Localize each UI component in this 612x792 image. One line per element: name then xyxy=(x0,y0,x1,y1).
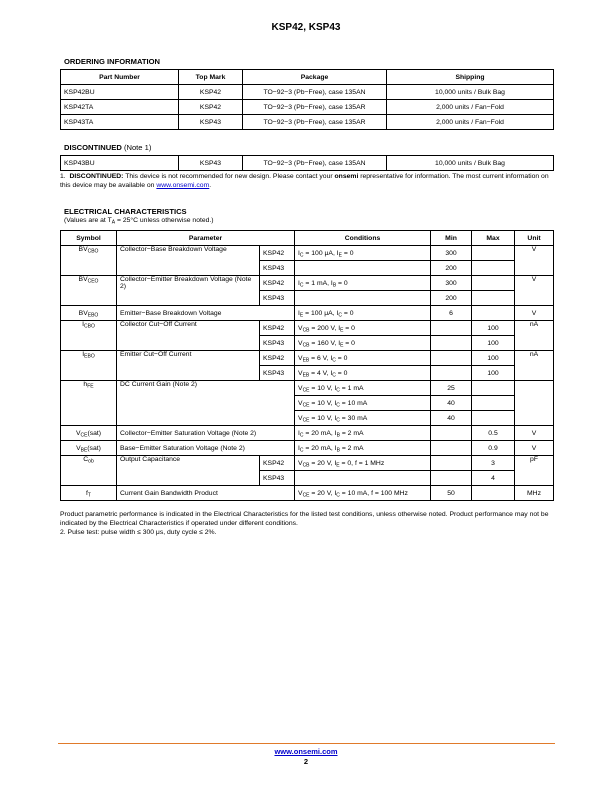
discontinued-note-ref: (Note 1) xyxy=(123,143,152,152)
symbol-subscript: CBO xyxy=(87,248,99,255)
table-cell: 200 xyxy=(431,291,472,306)
symbol-base: h xyxy=(83,381,88,388)
table-cell: 100 xyxy=(472,321,515,336)
table-row xyxy=(61,381,554,396)
electrical-subtitle-a: (Values are at T xyxy=(64,217,112,224)
symbol-cell xyxy=(61,306,117,321)
symbol-base: V xyxy=(75,429,81,437)
symbol-cell xyxy=(61,381,117,426)
table-cell: nA xyxy=(515,351,554,381)
symbol-base: f xyxy=(86,489,88,497)
table-cell: 10,000 units / Bulk Bag xyxy=(387,156,554,171)
condition-cell xyxy=(295,291,431,306)
symbol-subscript: ob xyxy=(88,458,94,465)
table-cell: V xyxy=(515,276,554,306)
table-row xyxy=(61,100,554,115)
table-cell: 25 xyxy=(431,381,472,396)
table-row xyxy=(61,486,554,501)
table-cell: TO−92−3 (Pb−Free), case 135AN xyxy=(243,85,387,100)
table-cell: MHz xyxy=(515,486,554,501)
table-cell: KSP42BU xyxy=(61,85,179,100)
condition-cell: $V_{CB} = 200$ V, $I_E = 0$ xyxy=(295,321,431,336)
table-row xyxy=(61,156,554,171)
ordering-section-title: ORDERING INFORMATION xyxy=(64,57,161,66)
condition-cell: $I_E = 100$ μA, $I_C = 0$ xyxy=(295,306,431,321)
device-cell: KSP43 xyxy=(260,366,295,381)
note-1-number: 1. xyxy=(60,173,66,180)
parameter-cell: Collector Cut−Off Current xyxy=(117,321,260,351)
symbol-base: BV xyxy=(78,309,88,317)
table-cell xyxy=(472,276,515,291)
electrical-subtitle-b: = 25°C unless otherwise noted.) xyxy=(115,217,214,224)
table-cell xyxy=(431,366,472,381)
device-cell: KSP43 xyxy=(260,291,295,306)
note-1-link[interactable]: www.onsemi.com xyxy=(156,182,210,189)
condition-cell: $V_{CE} = 20$ V, $I_C = 10$ mA, f = 100 MHz xyxy=(295,486,431,501)
symbol-base: C xyxy=(83,456,89,463)
symbol-subscript: CEO xyxy=(87,278,99,285)
symbol-base: BV xyxy=(78,246,88,253)
table-cell xyxy=(472,486,515,501)
electrical-col-min: Min xyxy=(431,231,472,246)
parameter-cell: Output Capacitance xyxy=(117,456,260,486)
table-cell: TO−92−3 (Pb−Free), case 135AR xyxy=(243,100,387,115)
device-cell: KSP42 xyxy=(260,246,295,261)
table-cell: 100 xyxy=(472,336,515,351)
table-cell xyxy=(431,321,472,336)
parameter-cell: Base−Emitter Saturation Voltage (Note 2) xyxy=(117,441,295,456)
parameter-cell: Collector−Base Breakdown Voltage xyxy=(117,246,260,276)
table-cell xyxy=(431,441,472,456)
table-cell: KSP43 xyxy=(179,156,243,171)
table-row xyxy=(61,456,554,471)
table-row xyxy=(61,321,554,336)
condition-cell: $V_{CE} = 10$ V, $I_C = 10$ mA xyxy=(295,396,431,411)
condition-cell xyxy=(295,261,431,276)
condition-cell: $I_C = 20$ mA, $I_B = 2$ mA xyxy=(295,426,431,441)
electrical-subtitle xyxy=(64,217,214,224)
table-row xyxy=(61,351,554,366)
table-cell: V xyxy=(515,441,554,456)
symbol-cell xyxy=(61,426,117,441)
table-cell xyxy=(431,456,472,471)
table-row xyxy=(61,276,554,291)
discontinued-title: DISCONTINUED xyxy=(64,143,122,152)
page-header-title: KSP42, KSP43 xyxy=(271,22,341,33)
electrical-table xyxy=(60,230,554,501)
table-cell: KSP42TA xyxy=(61,100,179,115)
table-cell xyxy=(472,306,515,321)
table-cell xyxy=(472,261,515,276)
table-cell: KSP43BU xyxy=(61,156,179,171)
symbol-cell xyxy=(61,246,117,276)
symbol-suffix: (sat) xyxy=(87,444,101,452)
parameter-cell: Current Gain Bandwidth Product xyxy=(117,486,295,501)
device-cell: KSP43 xyxy=(260,261,295,276)
table-cell: 4 xyxy=(472,471,515,486)
symbol-subscript: BE xyxy=(80,447,88,453)
condition-cell: $V_{EB} = 4$ V, $I_C = 0$ xyxy=(295,366,431,381)
table-cell: 40 xyxy=(431,411,472,426)
table-row xyxy=(61,306,554,321)
table-row xyxy=(61,441,554,456)
symbol-cell xyxy=(61,486,117,501)
symbol-subscript: T xyxy=(87,492,91,498)
condition-cell xyxy=(295,471,431,486)
ordering-table xyxy=(60,69,554,130)
table-cell: 100 xyxy=(472,366,515,381)
parameter-cell: Collector−Emitter Breakdown Voltage (Note 2) xyxy=(117,276,260,306)
table-cell xyxy=(472,396,515,411)
condition-cell: $I_C = 100$ μA, $I_E = 0$ xyxy=(295,246,431,261)
note-performance: Product parametric performance is indicated in the Electrical Characteristics for the listed test conditions, unless otherwise noted. Product performance may not be indicated by the Electrical Characteristics if operated under different conditions. xyxy=(60,511,549,527)
table-cell xyxy=(472,246,515,261)
table-cell: 0.5 xyxy=(472,426,515,441)
electrical-col-unit: Unit xyxy=(515,231,554,246)
condition-cell: $V_{CE} = 10$ V, $I_C = 30$ mA xyxy=(295,411,431,426)
table-cell xyxy=(515,381,554,426)
discontinued-table xyxy=(60,155,554,171)
table-cell: TO−92−3 (Pb−Free), case 135AN xyxy=(243,156,387,171)
table-cell xyxy=(431,336,472,351)
ordering-col-shipping: Shipping xyxy=(387,70,554,85)
condition-cell: $V_{CE} = 10$ V, $I_C = 1$ mA xyxy=(295,381,431,396)
table-cell: V xyxy=(515,306,554,321)
table-cell: 3 xyxy=(472,456,515,471)
table-cell xyxy=(472,381,515,396)
condition-cell: $V_{CB} = 20$ V, $I_E = 0$, f = 1 MHz xyxy=(295,456,431,471)
table-cell: KSP42 xyxy=(179,100,243,115)
table-cell: 300 xyxy=(431,276,472,291)
ordering-col-package: Package xyxy=(243,70,387,85)
note-1-text-c: . xyxy=(209,182,212,189)
table-cell: 50 xyxy=(431,486,472,501)
parameter-cell: Collector−Emitter Saturation Voltage (Note 2) xyxy=(117,426,295,441)
ordering-col-part-number: Part Number xyxy=(61,70,179,85)
table-cell xyxy=(472,291,515,306)
table-cell: pF xyxy=(515,456,554,486)
symbol-cell xyxy=(61,321,117,351)
table-cell: 6 xyxy=(431,306,472,321)
condition-cell: $I_C = 1$ mA, $I_B = 0$ xyxy=(295,276,431,291)
symbol-subscript: CBO xyxy=(84,323,95,330)
table-cell: 100 xyxy=(472,351,515,366)
symbol-base: V xyxy=(76,444,81,452)
note-1-brand: onsemi xyxy=(334,173,359,180)
device-cell: KSP43 xyxy=(260,336,295,351)
condition-cell: $I_C = 20$ mA, $I_B = 2$ mA xyxy=(295,441,431,456)
electrical-col-parameter: Parameter xyxy=(117,231,295,246)
electrical-subtitle-sub: A xyxy=(111,219,116,226)
condition-cell: $V_{CB} = 160$ V, $I_E = 0$ xyxy=(295,336,431,351)
table-cell xyxy=(431,426,472,441)
table-cell: TO−92−3 (Pb−Free), case 135AR xyxy=(243,115,387,130)
ordering-header-row xyxy=(61,70,554,85)
table-cell: 40 xyxy=(431,396,472,411)
note-1 xyxy=(60,172,555,190)
symbol-cell xyxy=(61,441,117,456)
note-2: 2. Pulse test: pulse width ≤ 300 μs, duty cycle ≤ 2%. xyxy=(60,529,217,536)
electrical-section-title: ELECTRICAL CHARACTERISTICS xyxy=(64,207,187,216)
ordering-col-top-mark: Top Mark xyxy=(179,70,243,85)
device-cell: KSP42 xyxy=(260,351,295,366)
symbol-cell xyxy=(61,276,117,306)
symbol-cell xyxy=(61,351,117,381)
table-cell: 0.9 xyxy=(472,441,515,456)
page-number: 2 xyxy=(303,757,309,766)
condition-cell: $V_{EB} = 6$ V, $I_C = 0$ xyxy=(295,351,431,366)
note-1-text-b: representative for information. The most current information on this device may be available on xyxy=(60,173,549,189)
device-cell: KSP42 xyxy=(260,276,295,291)
table-cell: KSP43 xyxy=(179,115,243,130)
note-1-text-a: This device is not recommended for new design. Please contact your xyxy=(123,173,335,180)
parameter-cell: Emitter Cut−Off Current xyxy=(117,351,260,381)
symbol-suffix: (sat) xyxy=(87,429,102,437)
device-cell: KSP42 xyxy=(260,456,295,471)
footer-rule xyxy=(58,743,555,744)
table-row xyxy=(61,85,554,100)
table-row xyxy=(61,115,554,130)
electrical-col-symbol: Symbol xyxy=(61,231,117,246)
table-cell: KSP42 xyxy=(179,85,243,100)
table-cell: 2,000 units / Fan−Fold xyxy=(387,100,554,115)
table-cell: nA xyxy=(515,321,554,351)
symbol-subscript: EBO xyxy=(84,353,95,360)
table-cell: 10,000 units / Bulk Bag xyxy=(387,85,554,100)
table-cell: V xyxy=(515,246,554,276)
symbol-subscript: FE xyxy=(87,383,94,390)
note-1-bold: DISCONTINUED: xyxy=(69,173,124,180)
electrical-header-row xyxy=(61,231,554,246)
table-cell: KSP43TA xyxy=(61,115,179,130)
symbol-subscript: EBO xyxy=(87,312,99,318)
symbol-base: I xyxy=(82,321,85,328)
table-cell xyxy=(431,471,472,486)
symbol-base: I xyxy=(82,351,85,358)
table-row xyxy=(61,246,554,261)
symbol-subscript: CE xyxy=(80,432,88,438)
table-cell xyxy=(472,411,515,426)
table-cell: 2,000 units / Fan−Fold xyxy=(387,115,554,130)
table-row xyxy=(61,426,554,441)
table-cell: V xyxy=(515,426,554,441)
table-cell xyxy=(431,351,472,366)
symbol-base: BV xyxy=(78,276,88,283)
parameter-cell: DC Current Gain (Note 2) xyxy=(117,381,295,426)
footer-link[interactable]: www.onsemi.com xyxy=(274,747,338,756)
electrical-col-conditions: Conditions xyxy=(295,231,431,246)
discontinued-heading xyxy=(64,143,151,152)
table-cell: 200 xyxy=(431,261,472,276)
parameter-cell: Emitter−Base Breakdown Voltage xyxy=(117,306,295,321)
device-cell: KSP42 xyxy=(260,321,295,336)
footer xyxy=(0,747,612,766)
electrical-col-max: Max xyxy=(472,231,515,246)
table-cell: 300 xyxy=(431,246,472,261)
symbol-cell xyxy=(61,456,117,486)
device-cell: KSP43 xyxy=(260,471,295,486)
